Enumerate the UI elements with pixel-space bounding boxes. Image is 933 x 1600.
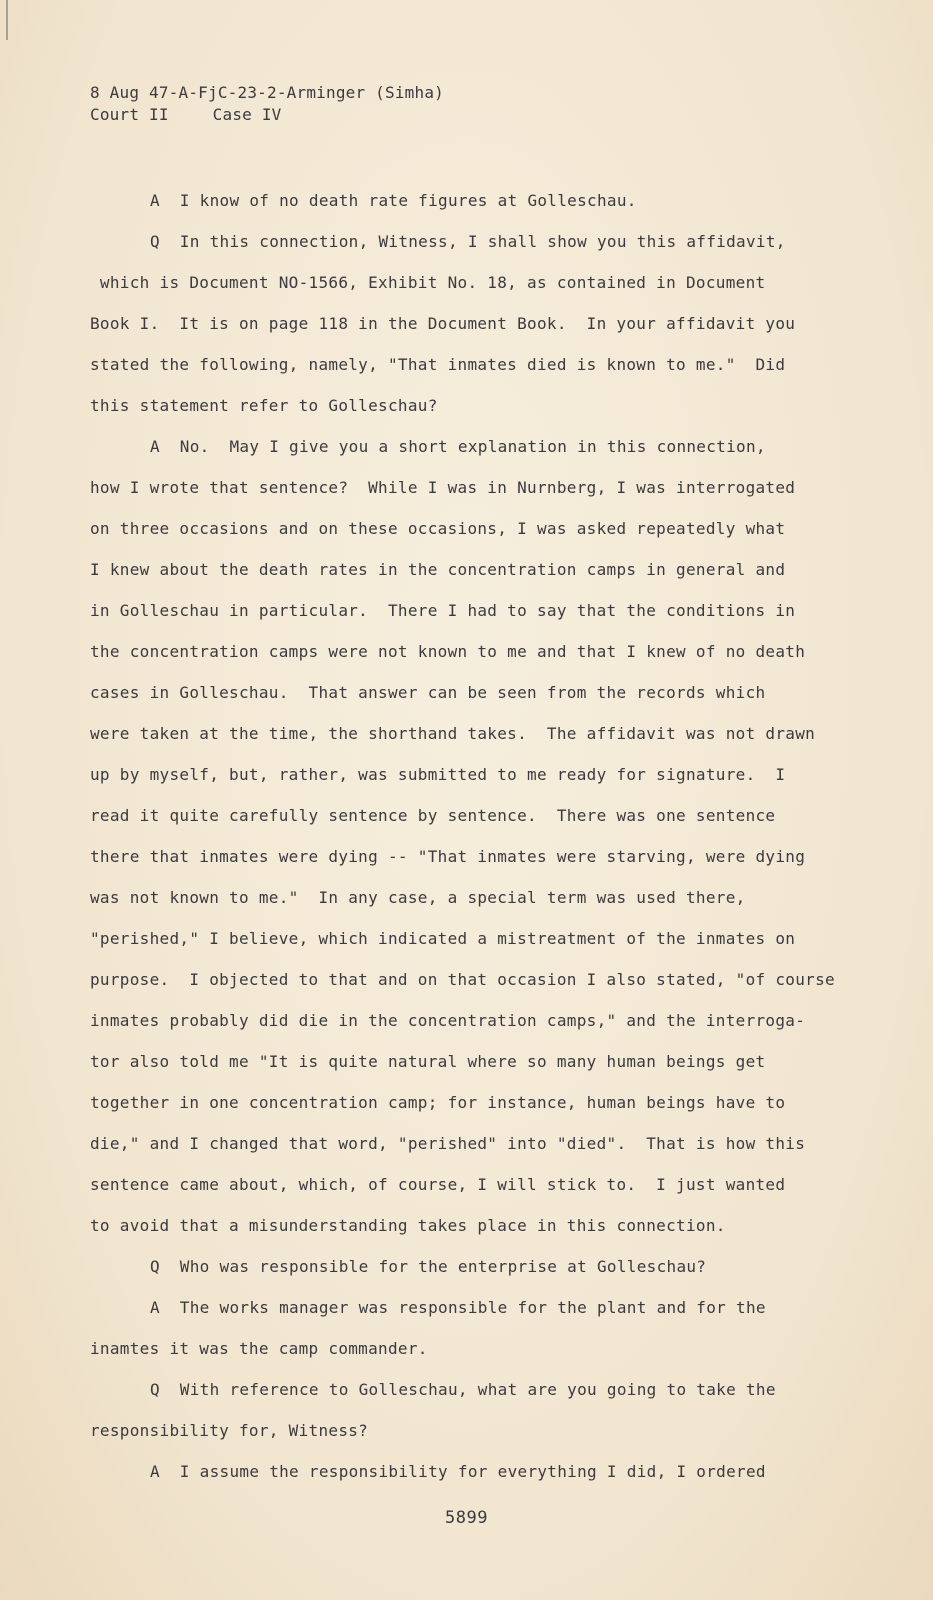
header-court-case [90,104,444,126]
transcript-line: Q Who was responsible for the enterprise at Golleschau? [150,1257,707,1276]
transcript-line: the concentration camps were not known to me and that I knew of no death [90,642,806,661]
transcript-line: I knew about the death rates in the concentration camps in general and [90,560,786,579]
page-edge-mark [6,0,8,40]
header-case: Case IV [212,105,282,124]
transcript-line: tor also told me "It is quite natural where so many human beings get [90,1052,766,1071]
transcript-line: up by myself, but, rather, was submitted to me ready for signature. I [90,765,786,784]
document-header [90,82,444,126]
transcript-body [90,180,870,1492]
header-court: Court II [90,105,169,124]
transcript-line: Q With reference to Golleschau, what are you going to take the [150,1380,776,1399]
transcript-line: responsibility for, Witness? [90,1421,369,1440]
transcript-line: A I assume the responsibility for everything I did, I ordered [150,1462,766,1481]
transcript-line: Book I. It is on page 118 in the Document Book. In your affidavit you [90,314,796,333]
transcript-line: purpose. I objected to that and on that occasion I also stated, "of course [90,970,835,989]
transcript-line: read it quite carefully sentence by sentence. There was one sentence [90,806,776,825]
transcript-line: inamtes it was the camp commander. [90,1339,428,1358]
transcript-line: inmates probably did die in the concentration camps," and the interroga- [90,1011,806,1030]
transcript-line: in Golleschau in particular. There I had to say that the conditions in [90,601,796,620]
page-number: 5899 [445,1508,488,1528]
transcript-line: cases in Golleschau. That answer can be seen from the records which [90,683,766,702]
transcript-line: on three occasions and on these occasions, I was asked repeatedly what [90,519,786,538]
transcript-line: sentence came about, which, of course, I will stick to. I just wanted [90,1175,786,1194]
transcript-line: this statement refer to Golleschau? [90,396,438,415]
transcript-line: A The works manager was responsible for the plant and for the [150,1298,766,1317]
header-reference: 8 Aug 47-A-FjC-23-2-Arminger (Simha) [90,83,444,102]
transcript-line: together in one concentration camp; for instance, human beings have to [90,1093,786,1112]
transcript-line: how I wrote that sentence? While I was in Nurnberg, I was interrogated [90,478,796,497]
transcript-line: A No. May I give you a short explanation in this connection, [150,437,766,456]
transcript-line: A I know of no death rate figures at Golleschau. [150,191,637,210]
transcript-line: which is Document NO-1566, Exhibit No. 18, as contained in Document [90,273,766,292]
transcript-line: were taken at the time, the shorthand takes. The affidavit was not drawn [90,724,816,743]
transcript-line: to avoid that a misunderstanding takes place in this connection. [90,1216,726,1235]
transcript-line: there that inmates were dying -- "That inmates were starving, were dying [90,847,806,866]
transcript-line: was not known to me." In any case, a special term was used there, [90,888,746,907]
transcript-line: Q In this connection, Witness, I shall show you this affidavit, [150,232,786,251]
transcript-line: "perished," I believe, which indicated a mistreatment of the inmates on [90,929,796,948]
transcript-line: stated the following, namely, "That inmates died is known to me." Did [90,355,786,374]
transcript-line: die," and I changed that word, "perished" into "died". That is how this [90,1134,806,1153]
